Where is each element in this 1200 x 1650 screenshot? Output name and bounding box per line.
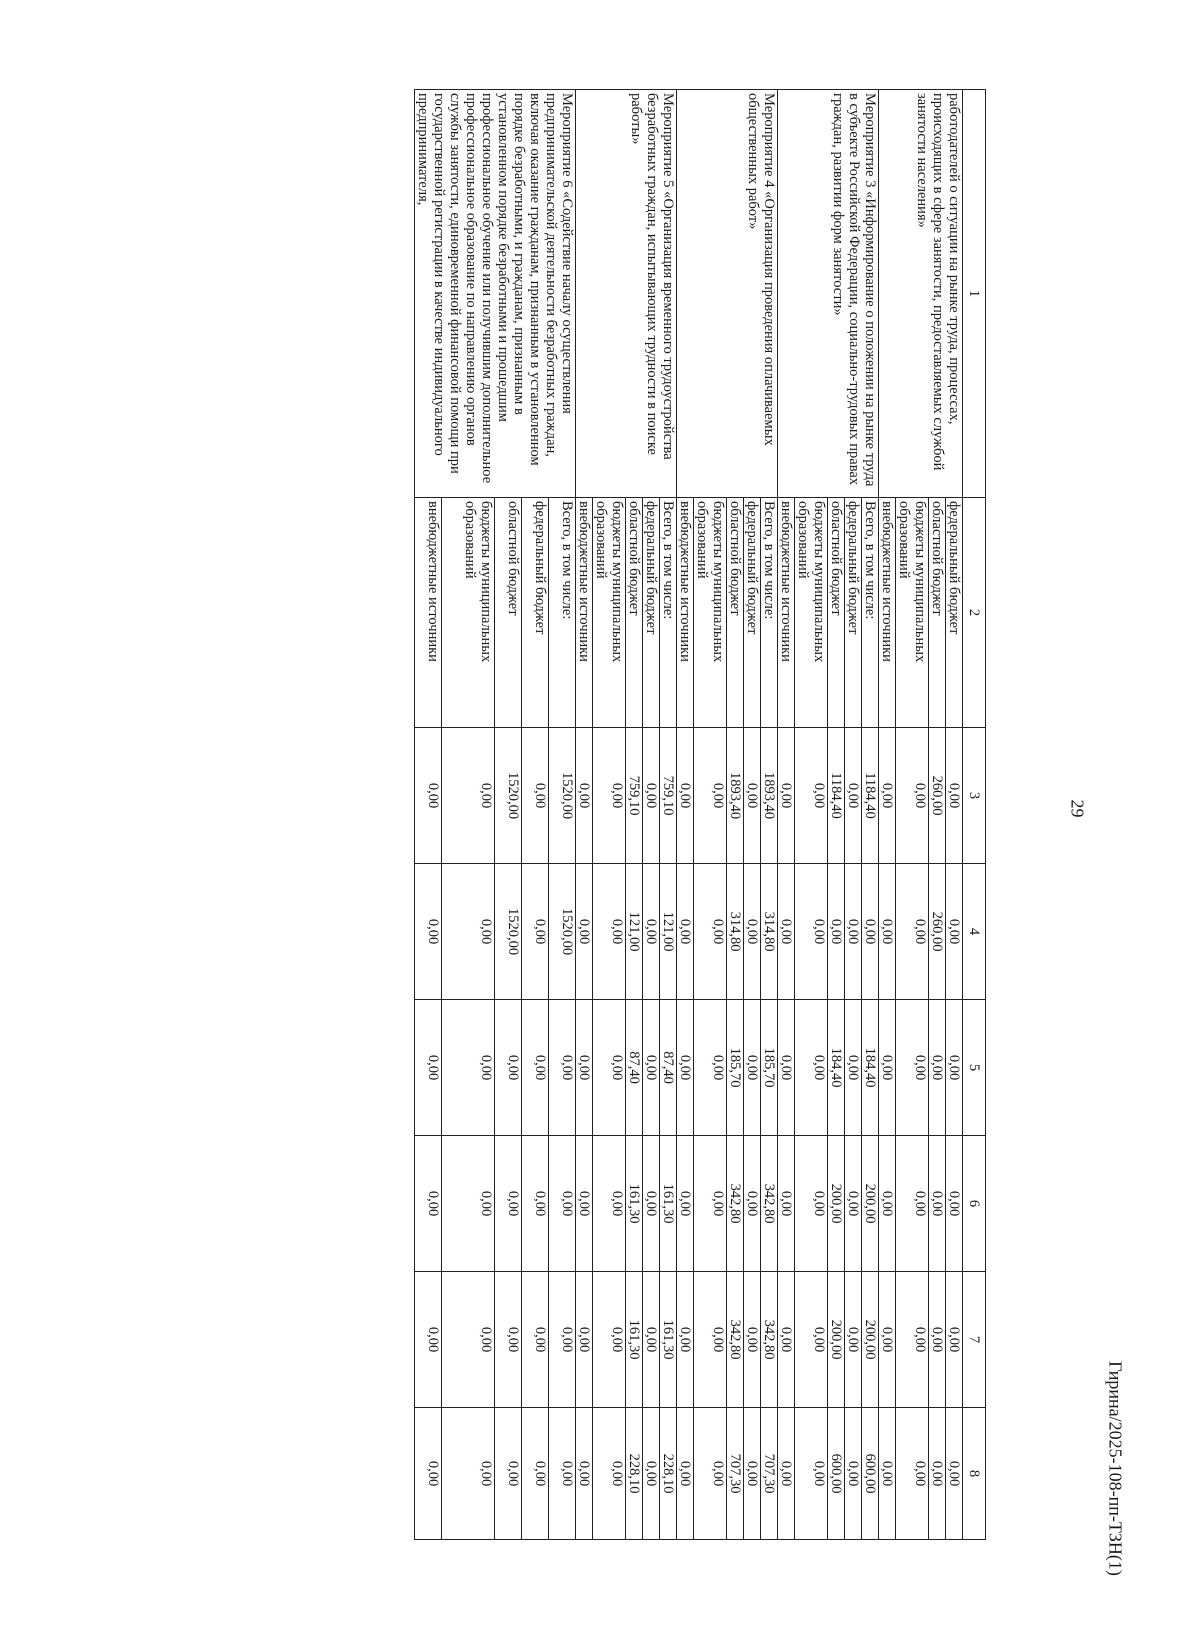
- amount-cell: 0,00: [946, 1408, 963, 1540]
- amount-cell: 200,00: [828, 1136, 845, 1272]
- amount-cell: 0,00: [744, 1408, 761, 1540]
- amount-cell: 0,00: [778, 1272, 795, 1408]
- amount-cell: 260,00: [929, 864, 946, 1000]
- amount-cell: 0,00: [694, 1000, 727, 1136]
- amount-cell: 1893,40: [727, 728, 744, 864]
- amount-cell: 0,00: [946, 1000, 963, 1136]
- funding-source-label: бюджеты муниципальных образований: [593, 498, 626, 728]
- amount-cell: 0,00: [576, 1272, 593, 1408]
- amount-cell: 0,00: [896, 1000, 929, 1136]
- activity-description: Мероприятие 4 «Организация проведения оплачиваемых общественных работ»: [677, 90, 778, 498]
- amount-cell: 0,00: [576, 1136, 593, 1272]
- amount-cell: 0,00: [845, 1000, 862, 1136]
- amount-cell: 1893,40: [761, 728, 778, 864]
- funding-source-label: внебюджетные источники: [415, 498, 442, 728]
- amount-cell: 185,70: [727, 1000, 744, 1136]
- amount-cell: 0,00: [744, 864, 761, 1000]
- amount-cell: 0,00: [744, 728, 761, 864]
- amount-cell: 600,00: [828, 1408, 845, 1540]
- funding-source-label: Всего, в том числе:: [862, 498, 879, 728]
- funding-table: [414, 89, 986, 1540]
- rotated-page: [106, 89, 986, 1539]
- funding-source-label: федеральный бюджет: [946, 498, 963, 728]
- amount-cell: 0,00: [643, 728, 660, 864]
- amount-cell: 0,00: [744, 1000, 761, 1136]
- amount-cell: 161,30: [626, 1136, 643, 1272]
- amount-cell: 0,00: [694, 1408, 727, 1540]
- table-row: [548, 90, 575, 1540]
- amount-cell: 0,00: [694, 864, 727, 1000]
- amount-cell: 0,00: [929, 1136, 946, 1272]
- amount-cell: 0,00: [521, 1272, 548, 1408]
- amount-cell: 0,00: [576, 1408, 593, 1540]
- amount-cell: 1520,00: [494, 728, 521, 864]
- amount-cell: 0,00: [593, 864, 626, 1000]
- amount-cell: 200,00: [828, 1272, 845, 1408]
- amount-cell: 0,00: [828, 864, 845, 1000]
- amount-cell: 0,00: [778, 864, 795, 1000]
- amount-cell: 0,00: [593, 1272, 626, 1408]
- funding-source-label: Всего, в том числе:: [660, 498, 677, 728]
- amount-cell: 0,00: [929, 1000, 946, 1136]
- amount-cell: 0,00: [896, 1272, 929, 1408]
- table-header-row: [963, 90, 986, 1540]
- amount-cell: 0,00: [576, 1000, 593, 1136]
- funding-source-label: областной бюджет: [494, 498, 521, 728]
- amount-cell: 342,80: [761, 1272, 778, 1408]
- amount-cell: 228,10: [626, 1408, 643, 1540]
- amount-cell: 0,00: [795, 1272, 828, 1408]
- funding-source-label: внебюджетные источники: [778, 498, 795, 728]
- amount-cell: 759,10: [626, 728, 643, 864]
- amount-cell: 0,00: [521, 864, 548, 1000]
- amount-cell: 0,00: [946, 864, 963, 1000]
- amount-cell: 161,30: [660, 1136, 677, 1272]
- amount-cell: 1520,00: [548, 864, 575, 1000]
- amount-cell: 121,00: [660, 864, 677, 1000]
- amount-cell: 0,00: [442, 1408, 495, 1540]
- amount-cell: 0,00: [946, 1136, 963, 1272]
- amount-cell: 0,00: [593, 728, 626, 864]
- table-body: [415, 90, 963, 1540]
- amount-cell: 600,00: [862, 1408, 879, 1540]
- column-header: 3: [963, 728, 986, 864]
- amount-cell: 314,80: [761, 864, 778, 1000]
- amount-cell: 0,00: [896, 1136, 929, 1272]
- amount-cell: 0,00: [879, 728, 896, 864]
- activity-description: Мероприятие 5 «Организация временного трудоустройства безработных граждан, испытывающих трудности в поиске работы»: [576, 90, 677, 498]
- amount-cell: 0,00: [442, 1000, 495, 1136]
- amount-cell: 0,00: [677, 1136, 694, 1272]
- amount-cell: 1520,00: [494, 864, 521, 1000]
- amount-cell: 0,00: [415, 1000, 442, 1136]
- column-header: 6: [963, 1136, 986, 1272]
- amount-cell: 0,00: [677, 1272, 694, 1408]
- amount-cell: 0,00: [879, 1272, 896, 1408]
- amount-cell: 0,00: [795, 1000, 828, 1136]
- amount-cell: 0,00: [494, 1000, 521, 1136]
- table-row: [946, 90, 963, 1540]
- amount-cell: 0,00: [576, 864, 593, 1000]
- funding-source-label: бюджеты муниципальных образований: [442, 498, 495, 728]
- amount-cell: 184,40: [862, 1000, 879, 1136]
- amount-cell: 0,00: [593, 1000, 626, 1136]
- amount-cell: 0,00: [677, 728, 694, 864]
- amount-cell: 707,30: [727, 1408, 744, 1540]
- amount-cell: 121,00: [626, 864, 643, 1000]
- amount-cell: 342,80: [727, 1136, 744, 1272]
- amount-cell: 0,00: [415, 1136, 442, 1272]
- amount-cell: 0,00: [521, 1000, 548, 1136]
- amount-cell: 0,00: [415, 864, 442, 1000]
- amount-cell: 184,40: [828, 1000, 845, 1136]
- amount-cell: 161,30: [660, 1272, 677, 1408]
- amount-cell: 0,00: [442, 1136, 495, 1272]
- amount-cell: 0,00: [521, 728, 548, 864]
- amount-cell: 0,00: [795, 1136, 828, 1272]
- amount-cell: 0,00: [744, 1136, 761, 1272]
- amount-cell: 0,00: [677, 1408, 694, 1540]
- funding-source-label: внебюджетные источники: [576, 498, 593, 728]
- table-row: [761, 90, 778, 1540]
- amount-cell: 0,00: [548, 1000, 575, 1136]
- amount-cell: 1184,40: [828, 728, 845, 864]
- funding-source-label: внебюджетные источники: [879, 498, 896, 728]
- amount-cell: 0,00: [643, 1408, 660, 1540]
- amount-cell: 0,00: [442, 864, 495, 1000]
- amount-cell: 314,80: [727, 864, 744, 1000]
- amount-cell: 0,00: [778, 1136, 795, 1272]
- funding-source-label: бюджеты муниципальных образований: [694, 498, 727, 728]
- amount-cell: 0,00: [795, 728, 828, 864]
- amount-cell: 0,00: [778, 728, 795, 864]
- column-header: 7: [963, 1272, 986, 1408]
- column-header: 2: [963, 498, 986, 728]
- column-header: 4: [963, 864, 986, 1000]
- amount-cell: 0,00: [593, 1408, 626, 1540]
- amount-cell: 200,00: [862, 1272, 879, 1408]
- amount-cell: 342,80: [727, 1272, 744, 1408]
- amount-cell: 0,00: [694, 1136, 727, 1272]
- funding-source-label: областной бюджет: [727, 498, 744, 728]
- funding-source-label: внебюджетные источники: [677, 498, 694, 728]
- amount-cell: 0,00: [494, 1408, 521, 1540]
- amount-cell: 0,00: [593, 1136, 626, 1272]
- amount-cell: 1184,40: [862, 728, 879, 864]
- amount-cell: 0,00: [442, 1272, 495, 1408]
- amount-cell: 759,10: [660, 728, 677, 864]
- page-number: 29: [1067, 799, 1088, 818]
- document-code: Гирина/2025-108-пп-ТЗН(1): [1105, 1361, 1126, 1576]
- funding-source-label: бюджеты муниципальных образований: [795, 498, 828, 728]
- amount-cell: 0,00: [494, 1136, 521, 1272]
- amount-cell: 0,00: [862, 864, 879, 1000]
- amount-cell: 0,00: [415, 728, 442, 864]
- amount-cell: 200,00: [862, 1136, 879, 1272]
- funding-source-label: Всего, в том числе:: [761, 498, 778, 728]
- amount-cell: 0,00: [946, 1272, 963, 1408]
- amount-cell: 1520,00: [548, 728, 575, 864]
- amount-cell: 0,00: [795, 1408, 828, 1540]
- amount-cell: 0,00: [879, 864, 896, 1000]
- amount-cell: 0,00: [845, 1136, 862, 1272]
- amount-cell: 0,00: [694, 1272, 727, 1408]
- amount-cell: 0,00: [879, 1408, 896, 1540]
- amount-cell: 0,00: [548, 1408, 575, 1540]
- amount-cell: 0,00: [744, 1272, 761, 1408]
- amount-cell: 0,00: [677, 1000, 694, 1136]
- table-row: [660, 90, 677, 1540]
- funding-source-label: федеральный бюджет: [744, 498, 761, 728]
- amount-cell: 0,00: [643, 864, 660, 1000]
- landscape-table-area: [106, 89, 986, 1539]
- column-header: 1: [963, 90, 986, 498]
- amount-cell: 0,00: [795, 864, 828, 1000]
- amount-cell: 342,80: [761, 1136, 778, 1272]
- activity-description: работодателей о ситуации на рынке труда, процессах, происходящих в сфере занятости, предоставляемых службой занятости населения»: [879, 90, 963, 498]
- amount-cell: 0,00: [576, 728, 593, 864]
- amount-cell: 0,00: [845, 864, 862, 1000]
- activity-description: Мероприятие 3 «Информирование о положении на рынке труда в субъекте Российской Федерации, социально-трудовых правах граждан, развитии форм занятости»: [778, 90, 879, 498]
- amount-cell: 0,00: [415, 1408, 442, 1540]
- amount-cell: 87,40: [626, 1000, 643, 1136]
- amount-cell: 228,10: [660, 1408, 677, 1540]
- amount-cell: 0,00: [896, 1408, 929, 1540]
- amount-cell: 0,00: [845, 728, 862, 864]
- amount-cell: 0,00: [845, 1272, 862, 1408]
- amount-cell: 0,00: [521, 1408, 548, 1540]
- column-header: 8: [963, 1408, 986, 1540]
- column-header: 5: [963, 1000, 986, 1136]
- amount-cell: 0,00: [442, 728, 495, 864]
- amount-cell: 87,40: [660, 1000, 677, 1136]
- amount-cell: 0,00: [694, 728, 727, 864]
- amount-cell: 0,00: [415, 1272, 442, 1408]
- funding-source-label: федеральный бюджет: [643, 498, 660, 728]
- funding-source-label: Всего, в том числе:: [548, 498, 575, 728]
- funding-source-label: областной бюджет: [929, 498, 946, 728]
- funding-source-label: областной бюджет: [828, 498, 845, 728]
- amount-cell: 0,00: [643, 1136, 660, 1272]
- amount-cell: 0,00: [521, 1136, 548, 1272]
- amount-cell: 0,00: [845, 1408, 862, 1540]
- funding-source-label: бюджеты муниципальных образований: [896, 498, 929, 728]
- amount-cell: 0,00: [929, 1408, 946, 1540]
- amount-cell: 0,00: [778, 1408, 795, 1540]
- funding-source-label: областной бюджет: [626, 498, 643, 728]
- amount-cell: 0,00: [494, 1272, 521, 1408]
- table-row: [862, 90, 879, 1540]
- funding-source-label: федеральный бюджет: [521, 498, 548, 728]
- amount-cell: 0,00: [778, 1000, 795, 1136]
- amount-cell: 260,00: [929, 728, 946, 864]
- amount-cell: 0,00: [677, 864, 694, 1000]
- amount-cell: 0,00: [929, 1272, 946, 1408]
- amount-cell: 0,00: [896, 728, 929, 864]
- amount-cell: 707,30: [761, 1408, 778, 1540]
- amount-cell: 0,00: [896, 864, 929, 1000]
- activity-description: Мероприятие 6 «Содействие началу осуществления предпринимательской деятельности безработных граждан, включая оказание гражданам, признанным в установленном порядке безработными, и гражданам, признанным в установленном порядке безработными и прошедшим профессиональное обучение или получившим дополнительное профессиональное образование по направлению органов службы занятости, единовременной финансовой помощи при государственной регистрации в качестве индивидуального предпринимателя,: [415, 90, 576, 498]
- amount-cell: 0,00: [946, 728, 963, 864]
- funding-source-label: федеральный бюджет: [845, 498, 862, 728]
- amount-cell: 161,30: [626, 1272, 643, 1408]
- amount-cell: 0,00: [643, 1272, 660, 1408]
- amount-cell: 0,00: [879, 1000, 896, 1136]
- amount-cell: 0,00: [548, 1272, 575, 1408]
- amount-cell: 0,00: [548, 1136, 575, 1272]
- amount-cell: 0,00: [879, 1136, 896, 1272]
- amount-cell: 0,00: [643, 1000, 660, 1136]
- amount-cell: 185,70: [761, 1000, 778, 1136]
